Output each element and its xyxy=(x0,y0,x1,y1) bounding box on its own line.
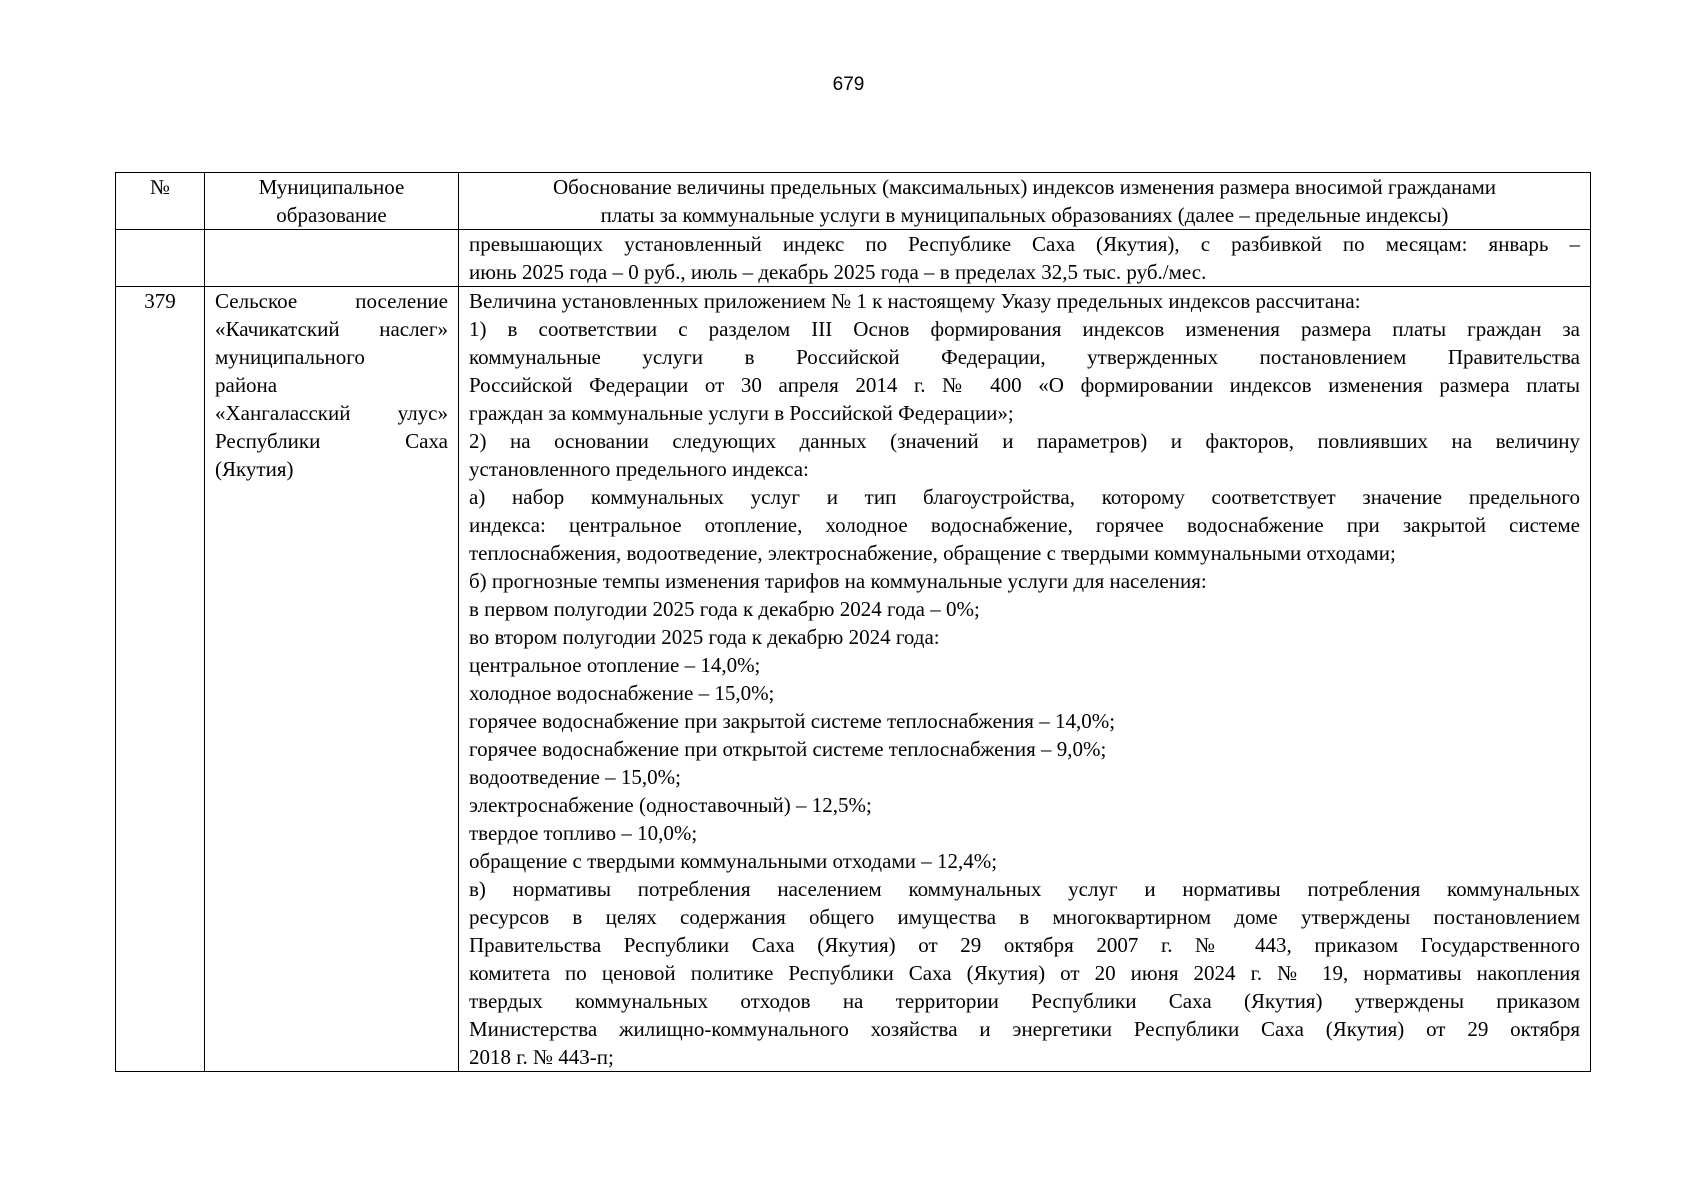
text-line: холодное водоснабжение – 15,0%; xyxy=(469,681,775,705)
text-line: электроснабжение (одноставочный) – 12,5%; xyxy=(469,793,872,817)
text-line: Величина установленных приложением № 1 к настоящему Указу предельных индексов рассчитана: xyxy=(469,289,1361,313)
header-municipality xyxy=(205,173,459,230)
municipality-line: «Хангаласский улус» xyxy=(215,401,448,425)
table-header-row xyxy=(116,173,1591,230)
text-line: горячее водоснабжение при закрытой системе теплоснабжения – 14,0%; xyxy=(469,709,1116,733)
row-number: 379 xyxy=(116,287,205,1072)
municipality-line: района xyxy=(215,373,278,397)
text-line: во втором полугодии 2025 года к декабрю 2024 года: xyxy=(469,625,940,649)
justification-cell xyxy=(459,287,1591,1072)
header-justification xyxy=(459,173,1591,230)
header-justification-line: Обоснование величины предельных (максимальных) индексов изменения размера вносимой гражданами xyxy=(552,175,1497,199)
text-line: комитета по ценовой политике Республики Саха (Якутия) от 20 июня 2024 г. № 19, нормативы накопления xyxy=(469,961,1580,985)
text-line: в) нормативы потребления населением коммунальных услуг и нормативы потребления коммунальных xyxy=(469,877,1580,901)
text-line: 2) на основании следующих данных (значений и параметров) и факторов, повлиявших на величину xyxy=(469,429,1580,453)
continuation-row xyxy=(116,230,1591,287)
text-line: коммунальные услуги в Российской Федерации, утвержденных постановлением Правительства xyxy=(469,345,1580,369)
municipality-cell xyxy=(205,287,459,1072)
text-line: граждан за коммунальные услуги в Российской Федерации»; xyxy=(469,401,1014,425)
continuation-municipality-cell xyxy=(205,230,459,287)
text-line: в первом полугодии 2025 года к декабрю 2024 года – 0%; xyxy=(469,597,980,621)
header-municipality-line: Муниципальное xyxy=(258,175,405,199)
header-municipality-line: образование xyxy=(276,203,387,227)
text-line: водоотведение – 15,0%; xyxy=(469,765,681,789)
municipality-line: (Якутия) xyxy=(215,457,294,481)
continuation-number-cell xyxy=(116,230,205,287)
table-row xyxy=(116,287,1591,1072)
municipality-line: «Качикатский наслег» xyxy=(215,317,448,341)
text-line: б) прогнозные темпы изменения тарифов на коммунальные услуги для населения: xyxy=(469,569,1207,593)
text-line: превышающих установленный индекс по Республике Саха (Якутия), с разбивкой по месяцам: январь – xyxy=(469,232,1580,256)
text-line: июнь 2025 года – 0 руб., июль – декабрь 2025 года – в пределах 32,5 тыс. руб./мес. xyxy=(469,260,1207,284)
municipality-line: Сельское поселение xyxy=(215,289,448,313)
municipality-line: Республики Саха xyxy=(215,429,448,453)
text-line: 1) в соответствии с разделом III Основ формирования индексов изменения размера платы граждан за xyxy=(469,317,1580,341)
text-line: горячее водоснабжение при открытой системе теплоснабжения – 9,0%; xyxy=(469,737,1107,761)
text-line: теплоснабжения, водоотведение, электроснабжение, обращение с твердыми коммунальными отходами; xyxy=(469,541,1396,565)
municipality-line: муниципального xyxy=(215,345,365,369)
text-line: Правительства Республики Саха (Якутия) от 29 октября 2007 г. № 443, приказом Государственного xyxy=(469,933,1580,957)
page-number: 679 xyxy=(832,74,865,95)
text-line: ресурсов в целях содержания общего имущества в многоквартирном доме утверждены постановлением xyxy=(469,905,1580,929)
text-line: твердое топливо – 10,0%; xyxy=(469,821,698,845)
text-line: центральное отопление – 14,0%; xyxy=(469,653,761,677)
text-line: Министерства жилищно-коммунального хозяйства и энергетики Республики Саха (Якутия) от 29 октября xyxy=(469,1017,1580,1041)
text-line: индекса: центральное отопление, холодное водоснабжение, горячее водоснабжение при закрытой системе xyxy=(469,513,1580,537)
text-line: установленного предельного индекса: xyxy=(469,457,809,481)
text-line: обращение с твердыми коммунальными отходами – 12,4%; xyxy=(469,849,998,873)
text-line: а) набор коммунальных услуг и тип благоустройства, которому соответствует значение предельного xyxy=(469,485,1580,509)
header-number: № xyxy=(116,173,205,230)
text-line: 2018 г. № 443-п; xyxy=(469,1045,614,1069)
text-line: твердых коммунальных отходов на территории Республики Саха (Якутия) утверждены приказом xyxy=(469,989,1580,1013)
text-line: Российской Федерации от 30 апреля 2014 г. № 400 «О формировании индексов изменения размера платы xyxy=(469,373,1580,397)
continuation-text-cell xyxy=(459,230,1591,287)
indices-table xyxy=(115,172,1591,1072)
header-justification-line: платы за коммунальные услуги в муниципальных образованиях (далее – предельные индексы) xyxy=(600,203,1449,227)
